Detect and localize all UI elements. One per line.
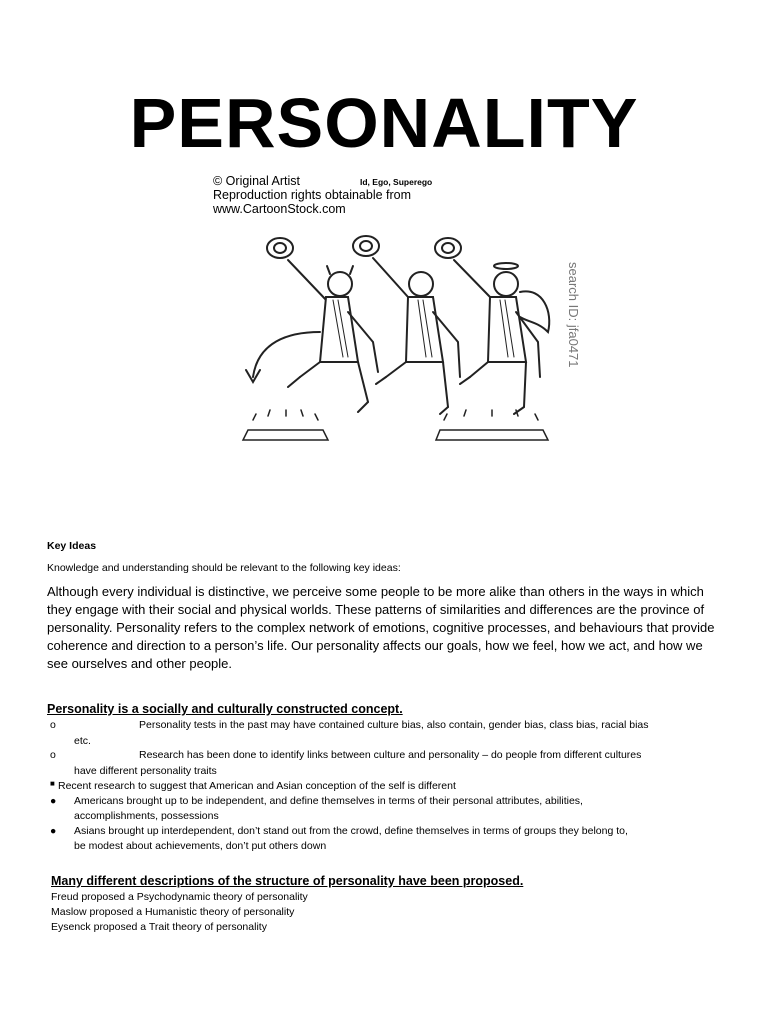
section1-item2: Research has been done to identify links between culture and personality – do people from different cultures	[139, 749, 642, 761]
bullet-circle: o	[50, 719, 56, 731]
credit-line: © Original Artist	[213, 174, 301, 188]
section1-item5-cont: be modest about achievements, don’t put others down	[74, 840, 327, 852]
section1-item5: Asians brought up interdependent, don’t stand out from the crowd, define themselves in terms of groups they belong to,	[74, 825, 628, 837]
key-ideas-heading: Key Ideas	[47, 540, 97, 552]
credit-line: www.CartoonStock.com	[213, 202, 346, 216]
bullet-square: ■	[50, 779, 55, 788]
theory-line: Maslow proposed a Humanistic theory of personality	[51, 906, 295, 918]
section2-heading: Many different descriptions of the structure of personality have been proposed.	[51, 874, 524, 888]
bullet-circle: o	[50, 749, 56, 761]
section1-item3: Recent research to suggest that American and Asian conception of the self is different	[58, 780, 456, 792]
theory-line: Eysenck proposed a Trait theory of personality	[51, 921, 267, 933]
key-ideas-subheading: Knowledge and understanding should be relevant to the following key ideas:	[47, 562, 401, 574]
cartoon-caption: Id, Ego, Superego	[360, 177, 433, 187]
bullet-dot: ●	[50, 795, 57, 807]
section1-item1: Personality tests in the past may have contained culture bias, also contain, gender bias, class bias, racial bias	[139, 719, 649, 731]
section1-item1-cont: etc.	[74, 735, 91, 747]
key-ideas-paragraph: Although every individual is distinctive, we perceive some people to be more alike than others in the ways in which they engage with their social and physical worlds. These patterns of similarities and differences are the province of personality. Personality refers to the complex network of emotions, cognitive processes, and behaviours that provide coherence and direction to a person’s life. Our personality affects our goals, how we feel, how we act, and how we see ourselves and other people.	[47, 584, 715, 671]
cartoon-illustration	[208, 172, 586, 472]
bullet-dot: ●	[50, 825, 57, 837]
section1-item4: Americans brought up to be independent, and define themselves in terms of their personal attributes, abilities,	[74, 795, 583, 807]
page-title: PERSONALITY	[129, 84, 639, 162]
section1-item2-cont: have different personality traits	[74, 765, 217, 777]
section1-heading: Personality is a socially and culturally constructed concept.	[47, 702, 403, 716]
theory-line: Freud proposed a Psychodynamic theory of personality	[51, 891, 308, 903]
cartoon-search-id: search ID: jfa0471	[566, 262, 581, 368]
credit-line: Reproduction rights obtainable from	[213, 188, 412, 202]
section1-item4-cont: accomplishments, possessions	[74, 810, 219, 822]
